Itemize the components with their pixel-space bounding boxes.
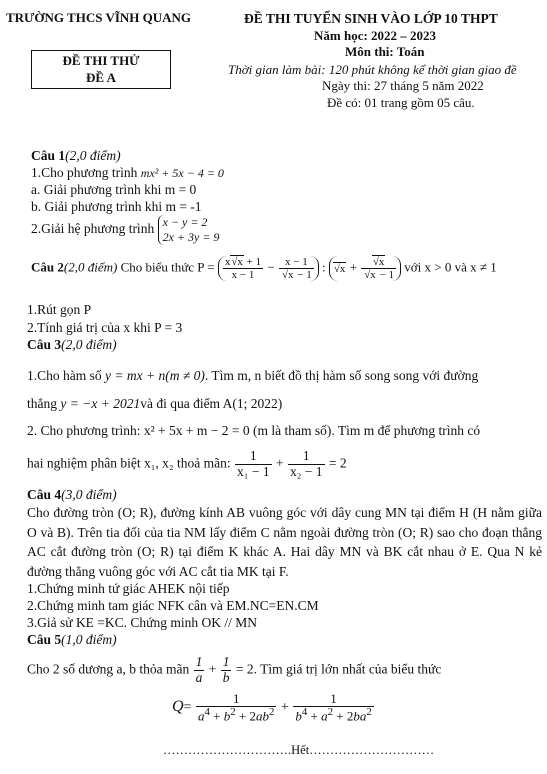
q1-part1-text: 1.Cho phương trình [31, 165, 138, 180]
q1-part1 [31, 165, 224, 181]
q2-intro: Cho biểu thức P = [120, 259, 215, 275]
q3-part1-line1 [27, 368, 478, 384]
q5-expression: Q= $\frac{1}{a^4 + b^2 + 2ab^2}$ + $\frac{1}{b^4 + a^2 + 2ba^2}$ [172, 691, 372, 724]
q3-part1-a: 1.Cho hàm số [27, 368, 102, 383]
q1-heading [31, 148, 121, 164]
q3-heading [27, 337, 117, 353]
box-line-2: ĐỀ A [86, 70, 116, 85]
q3-line: y = −x + 2021 [60, 396, 141, 411]
frac-b: $\frac{x - 1}{√x - 1}$ [279, 256, 314, 281]
q5-heading [27, 632, 117, 648]
q5-frac-2: $\frac{1}{b^4 + a^2 + 2ba^2}$ [295, 691, 372, 724]
q3-part2-line1: 2. Cho phương trình: x² + 5x + m − 2 = 0 (m là tham số). Tìm m để phương trình có [27, 423, 481, 438]
q4-heading [27, 487, 117, 503]
exam-title: ĐỀ THI TUYỂN SINH VÀO LỚP 10 THPT [244, 11, 498, 26]
q5-condition: Cho 2 số dương a, b thỏa mãn $\frac{1}{a}$ + $\frac{1}{b}$ = 2. Tìm giá trị lớn nhất của biểu thức [27, 654, 442, 685]
time-limit: Thời gian làm bài: 120 phút không kể thời gian giao đề [228, 62, 517, 77]
school-year: Năm học: 2022 – 2023 [314, 28, 437, 43]
q2-condition: với x > 0 và x ≠ 1 [404, 259, 497, 275]
frac-1-over-b: $\frac{1}{b}$ [222, 654, 230, 685]
q3-part1-b: . Tìm m, n biết đồ thị hàm số song song với đường [204, 368, 479, 383]
q3-part2-line2: hai nghiệm phân biệt x₁, x₂ thoả mãn: $\frac{1}{\text{x₁ − 1}}$ + $\frac{1}{\text{x₂ − 1}}$ = 2 [27, 448, 347, 479]
q4-item-3: 3.Giả sử KE =KC. Chứng minh OK // MN [27, 615, 258, 630]
q1-part1b: b. Giải phương trình khi m = -1 [31, 199, 202, 214]
equation-system [158, 215, 220, 245]
q2-title: Câu 2 [31, 259, 64, 275]
q5-title: Câu 5 [27, 632, 62, 647]
q2-item-2: 2.Tính giá trị của x khi P = 3 [27, 320, 183, 335]
box-line-1: ĐỀ THI THỬ [62, 53, 140, 68]
q4-item-1: 1.Chứng minh tứ giác AHEK nội tiếp [27, 581, 230, 596]
q1-title: Câu 1 [31, 148, 66, 163]
q5-points: (1,0 điểm) [61, 632, 117, 647]
q1-part2-text: 2.Giải hệ phương trình [31, 221, 155, 237]
frac-x1: $\frac{1}{\text{x₁ − 1}}$ [237, 448, 270, 479]
end-marker: ………………………….Hết………………………… [163, 743, 435, 757]
q3-part1-d: và đi qua điểm A(1; 2022) [140, 396, 283, 411]
q3-title: Câu 3 [27, 337, 62, 352]
system-eq-1: x − y = 2 [162, 215, 208, 229]
frac-c: $\frac{√x}{√x - 1}$ [361, 256, 396, 281]
q4-item-2: 2.Chứng minh tam giác NFK cân và EM.NC=EN.CM [27, 598, 319, 613]
q4-title: Câu 4 [27, 487, 62, 502]
system-eq-2: 2x + 3y = 9 [162, 230, 220, 244]
q2-heading: Câu 2(2,0 điểm) Cho biểu thức P = $\frac{x√x + 1}{x - 1}$ − $\frac{x - 1}{√x - 1}$ : √x + $\frac{√x}{√x - 1}$ với x > 0 và x ≠ 1 [31, 256, 497, 282]
frac-x2: $\frac{1}{\text{x₂ − 1}}$ [289, 448, 323, 479]
frac-a: $\frac{x√x + 1}{x - 1}$ [224, 256, 262, 282]
q3-part1-c: thẳng [27, 396, 57, 411]
exam-date: Ngày thi: 27 tháng 5 năm 2022 [322, 78, 484, 93]
q5-frac-1: $\frac{1}{a^4 + b^2 + 2ab^2}$ [197, 691, 275, 724]
expression-left: $\frac{x√x + 1}{x - 1}$ − $\frac{x - 1}{√x - 1}$ [218, 256, 319, 281]
q4-body: Cho đường tròn (O; R), đường kính AB vuông góc với dây cung MN tại điểm H (H nằm giữa O và B). Trên tia đối của tia NM lấy điểm C nằm ngoài đường tròn (O; R) sao cho đoạn thẳng AC cắt đường tròn (O; R) tại điểm K khác A. Hai dây MN và BK cắt nhau ở E. Qua N kẻ đường thẳng vuông góc với AC cắt tia MK tại F. [27, 505, 542, 579]
q3-points: (2,0 điểm) [61, 337, 117, 352]
school-name: TRƯỜNG THCS VĨNH QUANG [6, 10, 192, 25]
q3-part1-line2 [27, 396, 282, 412]
q1-points: (2,0 điểm) [65, 148, 121, 163]
q2-points: (2,0 điểm) [63, 259, 118, 275]
q5-intro: Cho 2 số dương a, b thỏa mãn [27, 661, 190, 677]
exam-label-box [31, 50, 171, 89]
q4-points: (3,0 điểm) [61, 487, 117, 502]
page-count: Đề có: 01 trang gồm 05 câu. [327, 95, 475, 110]
expression-right: √x + $\frac{√x}{√x - 1}$ [329, 256, 401, 281]
q1-equation: mx² + 5x − 4 = 0 [140, 166, 224, 180]
q2-item-1: 1.Rút gọn P [27, 302, 92, 317]
q3-part2-c: = 2 [328, 455, 347, 471]
frac-1-over-a: $\frac{1}{a}$ [195, 654, 203, 685]
q3-part2-b: hai nghiệm phân biệt x₁, x₂ thoả mãn: [27, 455, 231, 471]
q1-part2 [31, 215, 219, 245]
q1-part1a: a. Giải phương trình khi m = 0 [31, 182, 197, 197]
subject: Môn thi: Toán [345, 44, 425, 59]
q3-function: y = mx + n(m ≠ 0) [105, 368, 205, 383]
q5-cond-tail: = 2. Tìm giá trị lớn nhất của biểu thức [235, 661, 442, 677]
